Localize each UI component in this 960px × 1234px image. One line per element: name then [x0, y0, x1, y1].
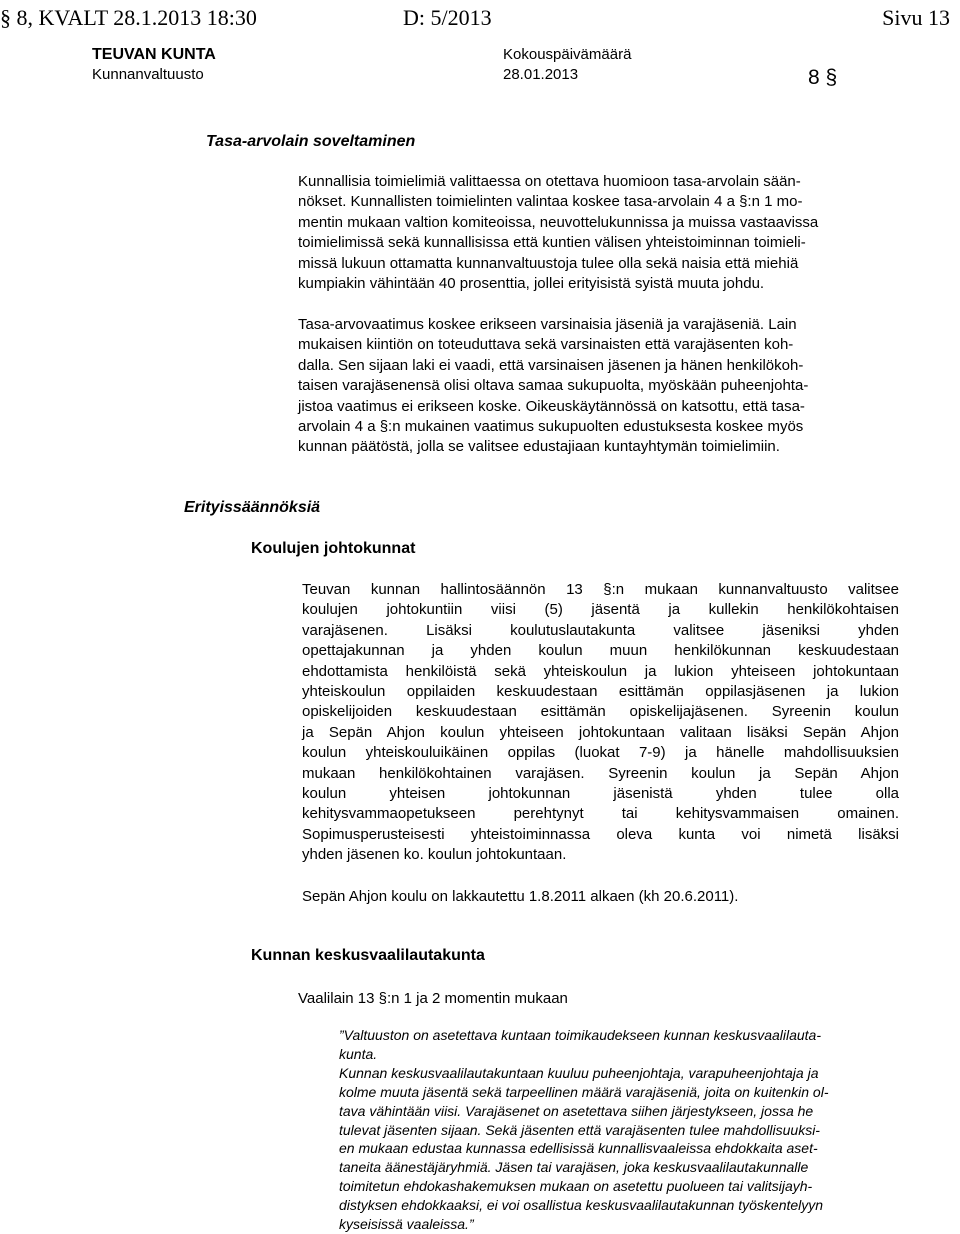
paragraph-vaalilaki-intro: Vaalilain 13 §:n 1 ja 2 momentin mukaan [298, 990, 568, 1007]
running-head [0, 2, 960, 38]
date-label: Kokouspäivämäärä [503, 46, 632, 63]
paragraph-tasa-arvolaki-2: Tasa-arvovaatimus koskee erikseen varsinaisia jäseniä ja varajäseniä. Lain mukaisen kiintiön on toteuduttava sekä varsinaisten että varajäsenten koh- dalla. Sen sijaan laki ei vaadi, että varsinaisen jäsenen ja hänen henkilökoh- taisen varajäsenensä olisi oltava samaa sukupuolta, myöskään puheenjohta- jistoa vaatimus ei erikseen koske. Oikeuskäytännössä on katsottu, että tasa- arvolain 4 a §:n mukainen vaatimus sukupuolten edustuksesta koskee myös kunnan päätöstä, jolla se valitsee edustajiaan kuntayhtymän toimielimiin. [298, 316, 809, 456]
heading-erityissaannoksia: Erityissäännöksiä [184, 499, 321, 516]
running-head-left: § 8, KVALT 28.1.2013 18:30 [0, 5, 257, 30]
org-name: TEUVAN KUNTA [92, 46, 216, 63]
meeting-date: 28.01.2013 [503, 66, 579, 83]
quote-vaalilaki: ”Valtuuston on asetettava kuntaan toimikaudekseen kunnan keskusvaalilauta- kunta. Kunnan keskusvaalilautakuntaan kuuluu puheenjohtaja, varapuheenjohtaja ja kolme muuta jäsentä sekä tarpeellinen määrä varajäseniä, joita on kuitenkin ol- tava vähintään viisi. Varajäsenet on asetettava siihen järjestykseen, jossa he tulevat jäsenten sijaan. Sekä jäsenten että varajäsenten tulee mahdollisuuksi- en mukaan edustaa kunnassa edellisissä kunnallisvaaleissa ehdokkaita aset- taneita äänestäjäryhmiä. Jäsen tai varajäsen, joka keskusvaalilautakunnalle toimitetun ehdokashakemuksen mukaan on asetettu puolueen tai valitsijayh- distyksen ehdokkaaksi, ei voi osallistua keskusvaalilautakunnan työskentelyyn kyseisissä vaaleissa.” [339, 1027, 829, 1233]
heading-kunnan-keskusvaalilautakunta: Kunnan keskusvaalilautakunta [251, 947, 485, 964]
meeting-body: Kunnanvaltuusto [92, 66, 204, 83]
heading-koulujen-johtokunnat: Koulujen johtokunnat [251, 540, 416, 557]
heading-tasa-arvolain-soveltaminen: Tasa-arvolain soveltaminen [206, 133, 416, 150]
paragraph-tasa-arvolaki-1: Kunnallisia toimielimiä valittaessa on otettava huomioon tasa-arvolain sään- nökset. Kunnallisten toimielinten valintaa koskee tasa-arvolain 4 a §:n 1 mo- mentin mukaan valtion komiteoissa, neuvottelukunnissa ja muissa vastaavissa toimielimissä sekä kunnallisissa että kuntien välisen yhteistoiminnan toimieli- missä lukuun ottamatta kunnanvaltuustoja tulee olla sekä naisia että miehiä kumpiakin vähintään 40 prosenttia, jollei erityisistä syistä muuta johdu. [298, 173, 819, 293]
running-head-right: Sivu 13 [882, 5, 950, 30]
paragraph-sepan-ahjon-note: Sepän Ahjon koulu on lakkautettu 1.8.2011 alkaen (kh 20.6.2011). [302, 888, 739, 905]
running-head-center: D: 5/2013 [403, 5, 492, 30]
section-number: 8 § [808, 66, 838, 89]
paragraph-koulujen-johtokunnat: Teuvan kunnan hallintosäännön 13 §:n mukaan kunnanvaltuusto valitsee koulujen johtokuntiin viisi (5) jäsentä ja kullekin henkilökohtaisen varajäsenen. Lisäksi koulutuslautakunta valitsee jäseniksi yhden opettajakunnan ja yhden koulun muun henkilökunnan keskuudestaan ehdottamista henkilöistä sekä yhteiskoulun ja lukion yhteiseen johtokuntaan yhteiskoulun oppilaiden keskuudestaan esittämän oppilasjäsenen ja lukion opiskelijoiden keskuudestaan esittämän opiskelijajäsenen. Syreenin koulun ja Sepän Ahjon koulun yhteiseen johtokuntaan valitaan lisäksi Sepän Ahjon koulun yhteiskouluikäinen oppilas (luokat 7-9) ja hänelle mahdollisuuksien mukaan henkilökohtainen varajäsen. Syreenin koulun ja Sepän Ahjon koulun yhteisen johtokunnan jäsenistä yhden tulee olla kehitysvammaopetukseen perehtynyt tai kehitysvammaisen omainen. Sopimusperusteisesti yhteistoiminnassa oleva kunta voi nimetä lisäksi yhden jäsenen ko. koulun johtokuntaan. [302, 581, 899, 864]
